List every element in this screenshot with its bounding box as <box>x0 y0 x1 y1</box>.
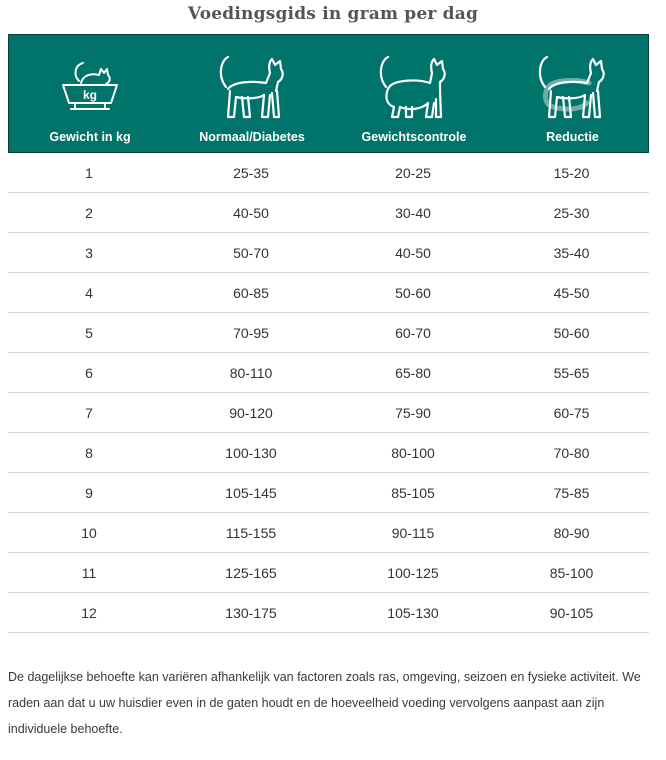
cell-weight: 8 <box>85 444 93 461</box>
cell-weight: 2 <box>85 204 93 221</box>
table-row <box>8 153 649 193</box>
feeding-note: De dagelijkse behoefte kan variëren afhankelijk van factoren zoals ras, omgeving, seizoen en fysieke activiteit. We raden aan dat u uw huisdier even in de gaten houdt en de hoeveelheid voeding vervolgens aanpast aan zijn individuele behoefte. <box>8 670 641 736</box>
header-reduction <box>495 35 650 152</box>
cell-normal: 40-50 <box>233 204 269 221</box>
header-weight-control <box>333 35 495 152</box>
cell-normal: 115-155 <box>225 524 277 541</box>
cell-reduction: 80-90 <box>553 524 590 541</box>
header-label-weight: Gewicht in kg <box>49 130 131 144</box>
page-title: Voedingsgids in gram per dag <box>187 4 479 24</box>
cell-reduction: 75-85 <box>553 484 590 501</box>
table-row <box>8 273 649 313</box>
table-header <box>8 34 649 153</box>
cell-weight: 5 <box>85 324 93 341</box>
header-weight <box>9 35 171 152</box>
cell-weight: 4 <box>85 284 93 301</box>
cell-normal: 25-35 <box>233 164 269 181</box>
cell-weight: 11 <box>81 564 97 581</box>
table-row <box>8 313 649 353</box>
cell-weight: 10 <box>81 524 97 541</box>
header-label-normal: Normaal/Diabetes <box>199 130 305 144</box>
table-body <box>8 153 649 633</box>
cell-normal: 60-85 <box>233 284 269 301</box>
cell-reduction: 70-80 <box>553 444 590 461</box>
cell-normal: 70-95 <box>233 324 269 341</box>
cell-weight-control: 20-25 <box>395 164 431 181</box>
cell-weight-control: 50-60 <box>395 284 431 301</box>
scale-kg-text: kg <box>82 88 98 102</box>
table-row <box>8 433 649 473</box>
cell-weight: 12 <box>81 604 97 621</box>
table-row <box>8 553 649 593</box>
cell-reduction: 90-105 <box>549 604 594 621</box>
cell-normal: 100-130 <box>225 444 277 461</box>
table-row <box>8 473 649 513</box>
cell-reduction: 15-20 <box>553 164 590 181</box>
cell-weight: 7 <box>85 404 93 421</box>
cat-on-scale-icon <box>55 51 125 121</box>
cell-weight-control: 65-80 <box>395 364 431 381</box>
cell-normal: 50-70 <box>233 244 269 261</box>
cell-reduction: 35-40 <box>553 244 590 261</box>
cell-weight-control: 75-90 <box>395 404 431 421</box>
cell-weight: 3 <box>85 244 93 261</box>
cell-normal: 125-165 <box>225 564 277 581</box>
feeding-guide-table <box>8 34 649 633</box>
cell-weight-control: 80-100 <box>391 444 435 461</box>
cell-weight: 9 <box>85 484 93 501</box>
cell-normal: 130-175 <box>225 604 277 621</box>
cell-weight: 1 <box>85 164 93 181</box>
cell-weight-control: 40-50 <box>395 244 431 261</box>
cell-weight-control: 30-40 <box>395 204 431 221</box>
normal-cat-icon <box>212 51 292 121</box>
cell-reduction: 85-100 <box>549 564 594 581</box>
table-row <box>8 513 649 553</box>
table-row <box>8 353 649 393</box>
cell-weight-control: 100-125 <box>387 564 439 581</box>
table-row <box>8 593 649 633</box>
cell-normal: 105-145 <box>225 484 277 501</box>
cell-reduction: 60-75 <box>553 404 590 421</box>
header-label-reduction: Reductie <box>546 130 599 144</box>
table-row <box>8 393 649 433</box>
reduction-cat-icon <box>533 51 613 121</box>
cell-weight-control: 90-115 <box>391 524 435 541</box>
cell-weight: 6 <box>85 364 93 381</box>
cell-normal: 90-120 <box>229 404 273 421</box>
header-normal <box>171 35 333 152</box>
table-row <box>8 193 649 233</box>
header-label-weight-control: Gewichtscontrole <box>361 130 467 144</box>
cell-reduction: 45-50 <box>553 284 590 301</box>
table-row <box>8 233 649 273</box>
cell-reduction: 50-60 <box>553 324 590 341</box>
cell-reduction: 25-30 <box>553 204 590 221</box>
cell-normal: 80-110 <box>229 364 273 381</box>
cell-weight-control: 60-70 <box>395 324 431 341</box>
cell-reduction: 55-65 <box>553 364 590 381</box>
cell-weight-control: 85-105 <box>391 484 435 501</box>
round-cat-icon <box>374 51 454 121</box>
cell-weight-control: 105-130 <box>387 604 439 621</box>
